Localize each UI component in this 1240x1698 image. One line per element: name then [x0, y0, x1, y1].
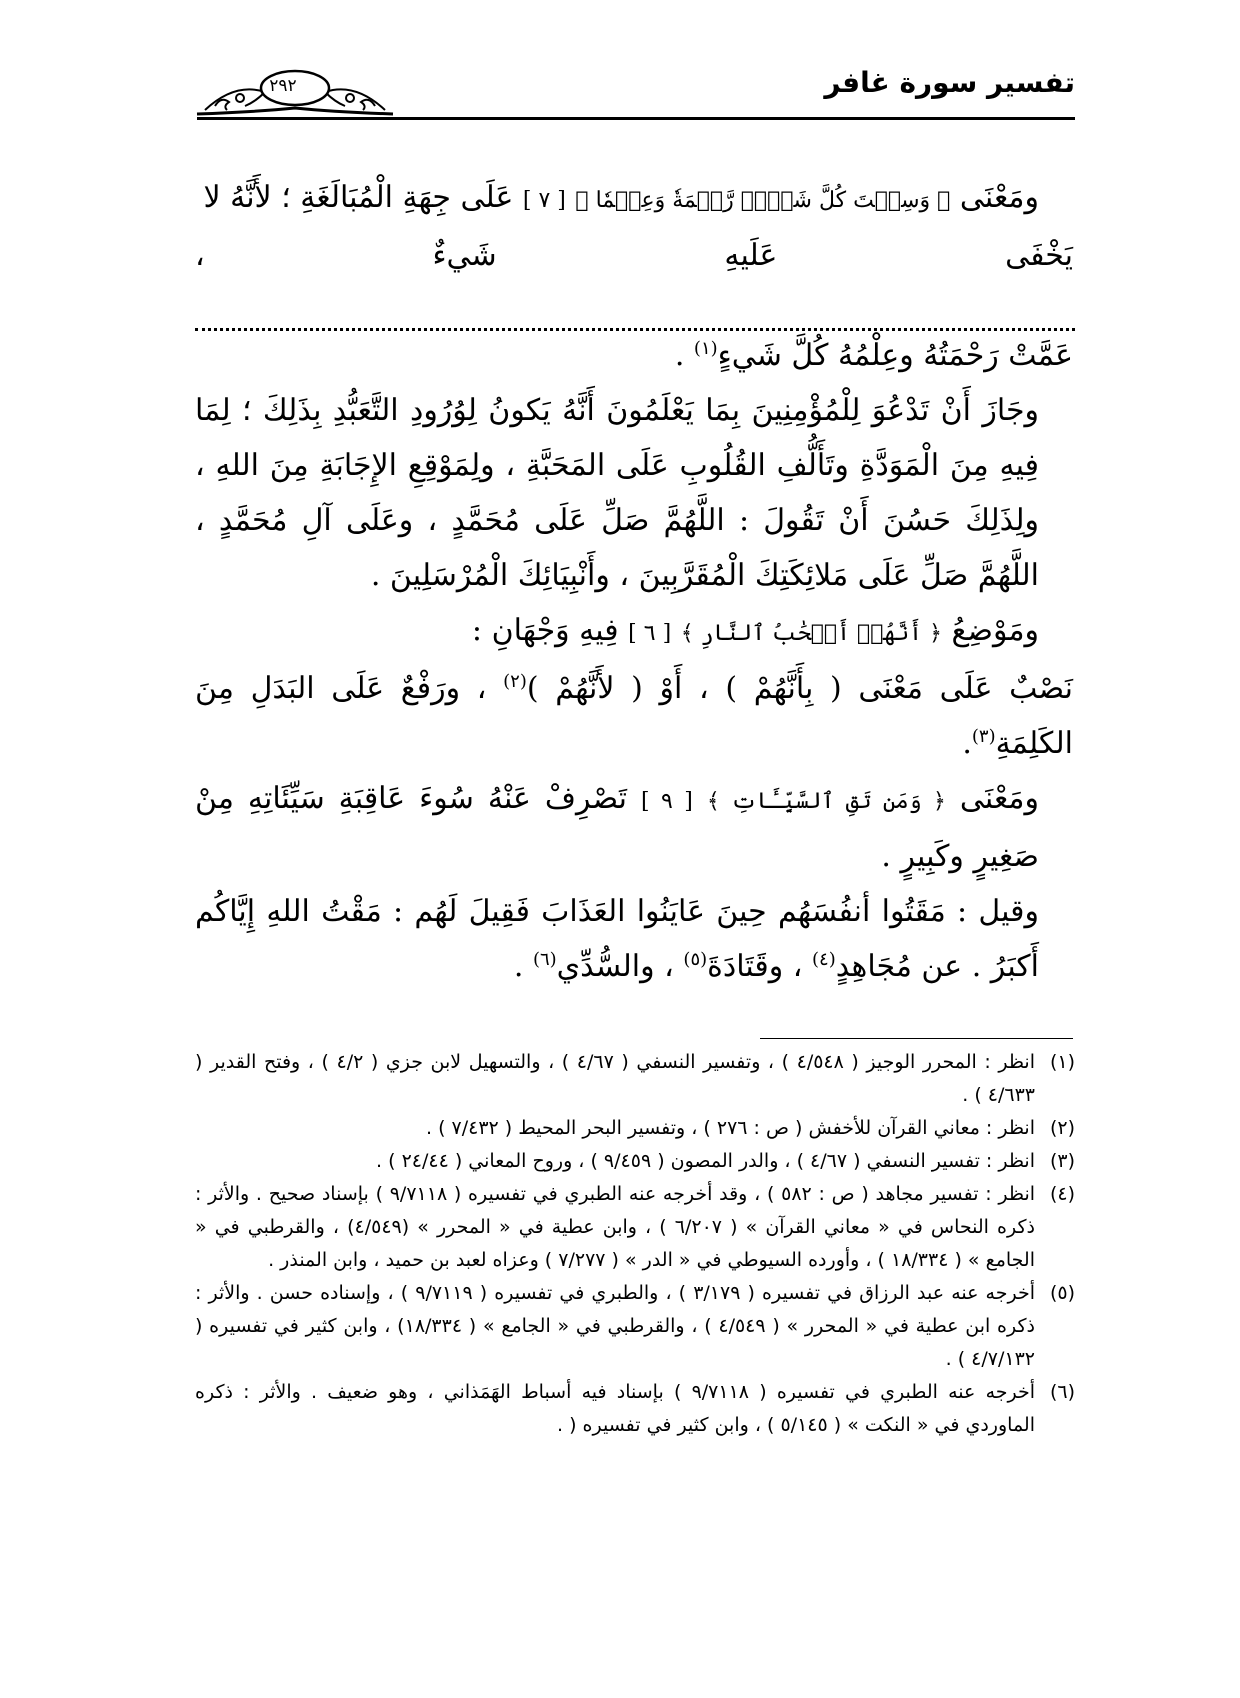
quran-quote: ﴿ أَنَّهُمۡ أَصۡحَٰبُ ٱلنَّارِ ﴾	[680, 621, 942, 646]
footnote-ref: (٦)	[532, 949, 557, 970]
footnote-ref: (٤)	[812, 949, 836, 970]
header-rule	[197, 117, 1075, 120]
page-header	[195, 62, 1075, 122]
paragraph-2: وجَازَ أَنْ تَدْعُوَ لِلْمُؤْمِنِينَ بِمَا يَعْلَمُونَ أَنَّهُ يَكونُ لِوُرُودِ التَّعَبُّدِ بِذَلِكَ ؛ لِمَا فِيهِ مِنَ الْمَوَدَّةِ وتَأَلُّفِ القُلُوبِ عَلَى المَحَبَّةِ ، ولِمَوْقِعِ الإِجَابَةِ مِنَ اللهِ ، ولِذَلِكَ حَسُنَ أَنْ تَقُولَ : اللَّهُمَّ صَلِّ عَلَى مُحَمَّدٍ ، وعَلَى آلِ مُحَمَّدٍ ، اللَّهُمَّ صَلِّ عَلَى مَلائِكَتِكَ الْمُقَرَّبِينَ ، وأَنْبِيَائِكَ الْمُرْسَلِينَ .	[195, 393, 1039, 593]
paragraph-6: وقيل : مَقَتُوا أنفُسَهُم حِينَ عَايَنُوا العَذَابَ فَقِيلَ لَهُم : مَقْتُ اللهِ إِيَّاكُم أَكبَرُ . عن مُجَاهِدٍ$^{(٤)}$ ، وقَتَادَةَ$^{(٥)}$ ، والسُّدِّي$^{(٦)}$ .	[195, 894, 1039, 984]
spread-line: يَخْفَى عَلَيهِ شَيءٌ ،	[195, 238, 1073, 273]
paragraph-5: ومَعْنَى ﴿ وَمَن تَقِ ٱلسَّيِّـَٔاتِ ﴾ [ ٩ ] تَصْرِفْ عَنْهُ سُوءَ عَاقِبَةِ سَيِّئَاتِهِ مِنْ صَغِيرٍ وكَبِيرٍ .	[195, 781, 1039, 874]
page-title: تفسير سورة غافر	[824, 66, 1075, 99]
verse-ref: [ ٩ ]	[640, 789, 693, 814]
footnote: (٥) أخرجه عنه عبد الرزاق في تفسيره ( ٣/١٧٩ ) ، والطبري في تفسيره ( ٩/٧١١٩ ) ، وإسناده حسن . والأثر : ذكره ابن عطية في « المحرر » ( ٤/٥٤٩ ) ، والقرطبي في « الجامع » ( ١٨/٣٣٤) ، وابن كثير في تفسيره ( ٤/٧/١٣٢ ) .	[195, 1282, 1075, 1370]
footnote-rule	[760, 1038, 1073, 1039]
paragraph-3: ومَوْضِعُ ﴿ أَنَّهُمۡ أَصۡحَٰبُ ٱلنَّارِ ﴾ [ ٦ ] فِيهِ وَجْهَانِ :	[471, 613, 1039, 648]
footnote: (٤) انظر : تفسير مجاهد ( ص : ٥٨٢ ) ، وقد أخرجه عنه الطبري في تفسيره ( ٩/٧١١٨ ) بإسناد صحيح . والأثر : ذكره النحاس في « معاني القرآن » ( ٦/٢٠٧ ) ، وابن عطية في « المحرر » (٤/٥٤٩) ، والقرطبي في « الجامع » ( ١٨/٣٣٤ ) ، وأورده السيوطي في « الدر » ( ٧/٢٧٧ ) وعزاه لعبد بن حميد ، وابن المنذر .	[195, 1183, 1075, 1271]
paragraph-4: نَصْبٌ عَلَى مَعْنَى ( بِأَنَّهُمْ ) ، أَوْ ( لأَنَّهُمْ )$^{(٢)}$ ، ورَفْعٌ عَلَى البَدَلِ مِنَ الكَلِمَةِ$^{(٣)}$.	[195, 671, 1073, 761]
footnote: (٦) أخرجه عنه الطبري في تفسيره ( ٩/٧١١٨ ) بإسناد فيه أسباط الهَمَذاني ، وهو ضعيف . والأثر : ذكره الماوردي في « النكت » ( ٥/١٤٥ ) ، وابن كثير في تفسيره ( .	[195, 1381, 1075, 1436]
footnote: (١) انظر : المحرر الوجيز ( ٤/٥٤٨ ) ، وتفسير النسفي ( ٤/٦٧ ) ، والتسهيل لابن جزي ( ٤/٢ ) ، وفتح القدير ( ٤/٦٣٣ ) .	[195, 1051, 1075, 1106]
verse-ref: [ ٦ ]	[628, 621, 672, 646]
paragraph-1: ومَعْنَى ﴿ وَسِعۡتَ كُلَّ شَيۡءٖ رَّحۡمَةٗ وَعِلۡمٗا ﴾ [ ٧ ] عَلَى جِهَةِ الْمُبَالَغَةِ ؛ لأَنَّهُ لا	[203, 180, 1039, 215]
dotted-separator	[195, 328, 1075, 331]
footnote-ref: (٢)	[503, 671, 527, 692]
page-number: ٢٩٢	[269, 76, 297, 96]
footnote-ref: (١)	[693, 338, 718, 359]
main-text	[195, 170, 1073, 994]
paragraph-1-cont: عَمَّتْ رَحْمَتُهُ وعِلْمُهُ كُلَّ شَيءٍ$^{(١)}$ .	[674, 338, 1073, 373]
verse-ref: [ ٧ ]	[522, 188, 566, 213]
quran-quote: ﴿ وَسِعۡتَ كُلَّ شَيۡءٖ رَّحۡمَةٗ وَعِلۡمٗا ﴾	[575, 188, 951, 213]
quran-quote: ﴿ وَمَن تَقِ ٱلسَّيِّـَٔاتِ ﴾	[706, 789, 946, 814]
footnotes	[195, 1046, 1075, 1442]
footnote-ref: (٥)	[683, 949, 708, 970]
footnote-ref: (٣)	[971, 726, 996, 747]
footnote: (٢) انظر : معاني القرآن للأخفش ( ص : ٢٧٦ ) ، وتفسير البحر المحيط ( ٧/٤٣٢ ) .	[425, 1117, 1075, 1139]
footnote: (٣) انظر : تفسير النسفي ( ٤/٦٧ ) ، والدر المصون ( ٩/٤٥٩ ) ، وروح المعاني ( ٢٤/٤٤ ) .	[376, 1150, 1075, 1172]
